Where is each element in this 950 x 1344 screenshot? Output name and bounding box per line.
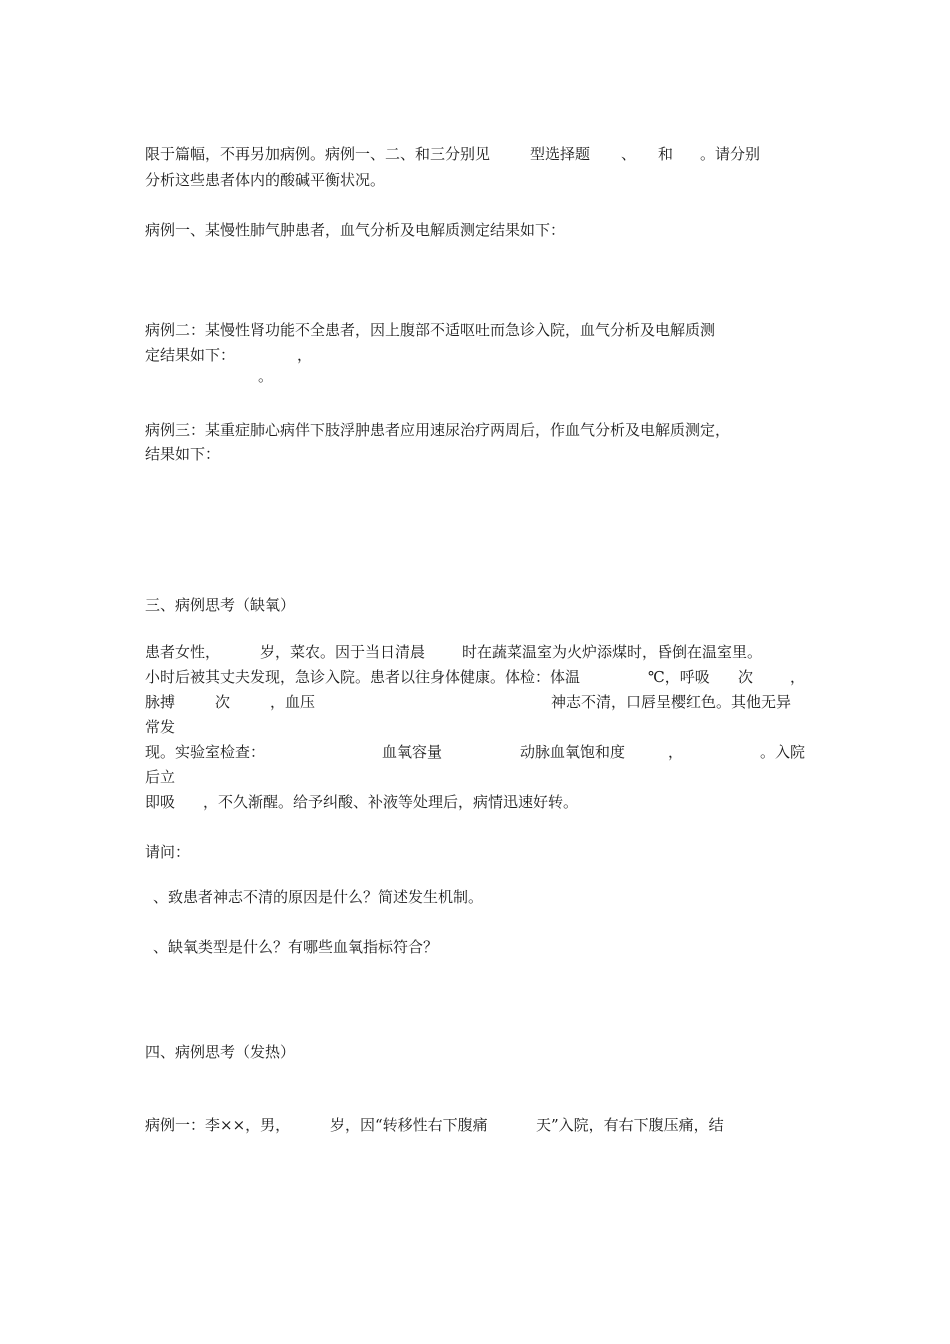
s3-p3-d: 神志不清，口唇呈樱红色。其他无异 (551, 693, 792, 711)
s3-p2-a: 小时后被其丈夫发现，急诊入院。患者以往身体健康。体检：体温 (145, 668, 581, 686)
case2-text-b: ， (297, 346, 313, 364)
section3-para-line-4: 常发 (145, 718, 176, 736)
section3-question-1: 、致患者神志不清的原因是什么？简述发生机制。 (153, 888, 484, 906)
s4-c1-a: 病例一：李××，男， (145, 1116, 291, 1134)
case2-line-3: 。 (258, 367, 274, 385)
s3-p2-c: 次 (738, 668, 754, 686)
s3-p3-b: 次 (215, 693, 231, 711)
s3-p5-a: 现。实验室检查： (145, 743, 266, 761)
section4-heading: 四、病例思考（发热） (145, 1043, 296, 1061)
case3-line-1: 病例三：某重症肺心病伴下肢浮肿患者应用速尿治疗两周后，作血气分析及电解质测定， (145, 421, 731, 439)
s3-p2-d: ， (790, 668, 806, 686)
s3-p1-c: 时在蔬菜温室为火炉添煤时，昏倒在温室里。 (462, 643, 763, 661)
case2-line-1: 病例二：某慢性肾功能不全患者，因上腹部不适呕吐而急诊入院，血气分析及电解质测 (145, 321, 716, 339)
s3-p3-c: ，血压 (270, 693, 316, 711)
s3-p3-a: 脉搏 (145, 693, 176, 711)
case3-line-2: 结果如下： (145, 445, 221, 463)
intro-text-b: 型选择题 (530, 145, 591, 163)
section3-question-2: 、缺氧类型是什么？有哪些血氧指标符合？ (153, 938, 439, 956)
s3-p2-b: ℃，呼吸 (648, 668, 710, 686)
intro-text-e: 。请分别 (700, 145, 761, 163)
s3-p5-d: ， (668, 743, 684, 761)
s3-p1-a: 患者女性， (145, 643, 221, 661)
intro-text-c: 、 (621, 145, 637, 163)
section3-heading: 三、病例思考（缺氧） (145, 596, 296, 614)
s3-p7-b: ，不久渐醒。给予纠酸、补液等处理后，病情迅速好转。 (203, 793, 579, 811)
s3-p1-b: 岁，菜农。因于当日清晨 (260, 643, 426, 661)
intro-text-a: 限于篇幅，不再另加病例。病例一、二、和三分别见 (145, 145, 491, 163)
section3-para-line-6: 后立 (145, 768, 176, 786)
s4-c1-c: 天”入院，有右下腹压痛，结 (536, 1116, 724, 1134)
s3-p5-b: 血氧容量 (382, 743, 443, 761)
s3-p7-a: 即吸 (145, 793, 176, 811)
section3-ask: 请问： (145, 843, 191, 861)
s3-p5-e: 。入院 (760, 743, 806, 761)
case2-text-a: 定结果如下： (145, 346, 236, 364)
intro-line-2: 分析这些患者体内的酸碱平衡状况。 (145, 171, 386, 189)
s3-p5-c: 动脉血氧饱和度 (520, 743, 626, 761)
intro-text-d: 和 (658, 145, 674, 163)
s4-c1-b: 岁，因“转移性右下腹痛 (330, 1116, 488, 1134)
case1-line: 病例一、某慢性肺气肿患者，血气分析及电解质测定结果如下： (145, 221, 566, 239)
